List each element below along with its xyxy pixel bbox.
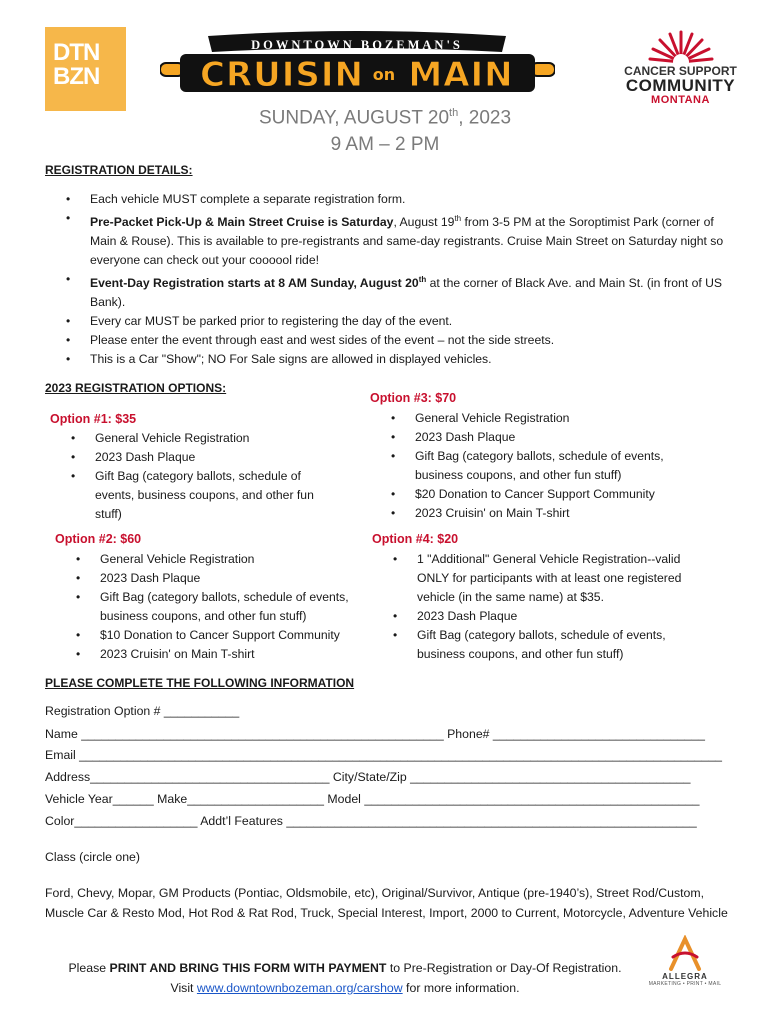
allegra-name: ALLEGRA <box>662 972 708 981</box>
option-4-title: Option #4: $20 <box>372 532 459 546</box>
allegra-logo <box>640 935 730 995</box>
list-item: • 2023 Dash Plaque <box>391 428 691 447</box>
event-date: SUNDAY, AUGUST 20th, 2023 <box>258 107 512 129</box>
option-1-title: Option #1: $35 <box>50 412 137 426</box>
option-1-list <box>71 429 341 524</box>
address-field[interactable]: Address___________________________________ City/State/Zip _________________________________________ <box>45 770 691 784</box>
cruisin-logo-top-text: DOWNTOWN BOZEMAN'S <box>251 38 463 52</box>
cruisin-logo-on-text: on <box>372 65 396 84</box>
list-item: • 2023 Cruisin' on Main T-shirt <box>76 645 376 664</box>
footer-line-2: Visit www.downtownbozeman.org/carshow for more information. <box>170 980 520 995</box>
event-time: 9 AM – 2 PM <box>330 134 440 155</box>
registration-details-list <box>66 190 736 369</box>
allegra-tagline: MARKETING • PRINT • MAIL <box>648 981 722 987</box>
list-item: • 2023 Dash Plaque <box>71 448 341 467</box>
list-item: • Gift Bag (category ballots, schedule of events, business coupons, and other fun stuff) <box>391 447 691 485</box>
dtn-logo-line1: DTN <box>53 39 100 66</box>
dtn-logo-line2: BZN <box>53 63 100 90</box>
csc-logo-line3: MONTANA <box>651 94 710 106</box>
csc-logo-line1: CANCER SUPPORT <box>624 64 737 78</box>
option-4-list <box>393 550 683 664</box>
cruisin-logo-main-text: CRUISIN <box>200 55 364 95</box>
list-item: • General Vehicle Registration <box>76 550 376 569</box>
list-item: • Event-Day Registration starts at 8 AM Sunday, August 20th at the corner of Black Ave. and Main St. (in front of US Bank). <box>66 270 736 312</box>
cancer-support-community-logo <box>618 28 743 110</box>
registration-details-heading: REGISTRATION DETAILS: <box>45 163 193 177</box>
class-label: Class (circle one) <box>45 850 140 864</box>
list-item: • 2023 Dash Plaque <box>393 607 683 626</box>
allegra-a-icon <box>665 935 705 971</box>
list-item: • Gift Bag (category ballots, schedule of events, business coupons, and other fun stuff) <box>71 467 341 524</box>
registration-option-field[interactable]: Registration Option # ___________ <box>45 704 240 718</box>
carshow-link[interactable]: www.downtownbozeman.org/carshow <box>196 980 403 995</box>
list-item: • Gift Bag (category ballots, schedule of events, business coupons, and other fun stuff) <box>393 626 683 664</box>
class-options: Ford, Chevy, Mopar, GM Products (Pontiac, Oldsmobile, etc), Original/Survivor, Antique (pre-1940’s), Street Rod/Custom, Muscle Car & Resto Mod, Hot Rod & Rat Rod, Truck, Special Interest, Import, 2000 to Current, Motorcycle, Adventure Vehicle <box>45 886 728 920</box>
list-item: • Each vehicle MUST complete a separate registration form. <box>66 190 736 209</box>
footer-instructions <box>45 959 645 998</box>
list-item: • 2023 Cruisin' on Main T-shirt <box>391 504 691 523</box>
list-item: • Pre-Packet Pick-Up & Main Street Cruise is Saturday, August 19th from 3-5 PM at the Soroptimist Park (corner of Main & Rouse). This is available to pre-registrants and same-day registrants. Cruise Main Street on Saturday night so everyone can check out your coooool ride! <box>66 209 736 270</box>
option-3-list <box>391 409 691 523</box>
list-item: • General Vehicle Registration <box>71 429 341 448</box>
csc-logo-line2: COMMUNITY <box>625 76 736 95</box>
list-item: • Every car MUST be parked prior to registering the day of the event. <box>66 312 736 331</box>
option-2-list <box>76 550 376 664</box>
cruisin-on-main-logo <box>160 30 555 105</box>
cruisin-logo-main2-text: MAIN <box>408 55 514 95</box>
list-item: • $20 Donation to Cancer Support Community <box>391 485 691 504</box>
dtn-bzn-logo <box>45 27 126 111</box>
name-phone-field[interactable]: Name _____________________________________________________ Phone# _______________________________ <box>45 727 705 741</box>
list-item: • General Vehicle Registration <box>391 409 691 428</box>
complete-information-heading: PLEASE COMPLETE THE FOLLOWING INFORMATION <box>45 676 355 690</box>
email-field[interactable]: Email ______________________________________________________________________________________________ <box>45 748 723 762</box>
registration-options-heading: 2023 REGISTRATION OPTIONS: <box>45 381 227 395</box>
vehicle-field[interactable]: Vehicle Year______ Make____________________ Model _________________________________________________ <box>45 792 700 806</box>
sunburst-icon <box>646 28 716 64</box>
list-item: • Gift Bag (category ballots, schedule of events, business coupons, and other fun stuff) <box>76 588 376 626</box>
list-item: • This is a Car "Show"; NO For Sale signs are allowed in displayed vehicles. <box>66 350 736 369</box>
option-3-title: Option #3: $70 <box>370 391 457 405</box>
footer-line-1: Please PRINT AND BRING THIS FORM WITH PAYMENT to Pre-Registration or Day-Of Registration. <box>68 961 622 975</box>
list-item: • 2023 Dash Plaque <box>76 569 376 588</box>
list-item: • $10 Donation to Cancer Support Community <box>76 626 376 645</box>
list-item: • Please enter the event through east and west sides of the event – not the side streets. <box>66 331 736 350</box>
list-item: • 1 "Additional" General Vehicle Registration--valid ONLY for participants with at least one registered vehicle (in the same name) at $35. <box>393 550 683 607</box>
option-2-title: Option #2: $60 <box>55 532 142 546</box>
color-features-field[interactable]: Color__________________ Addt’l Features ____________________________________________________________ <box>45 814 697 828</box>
